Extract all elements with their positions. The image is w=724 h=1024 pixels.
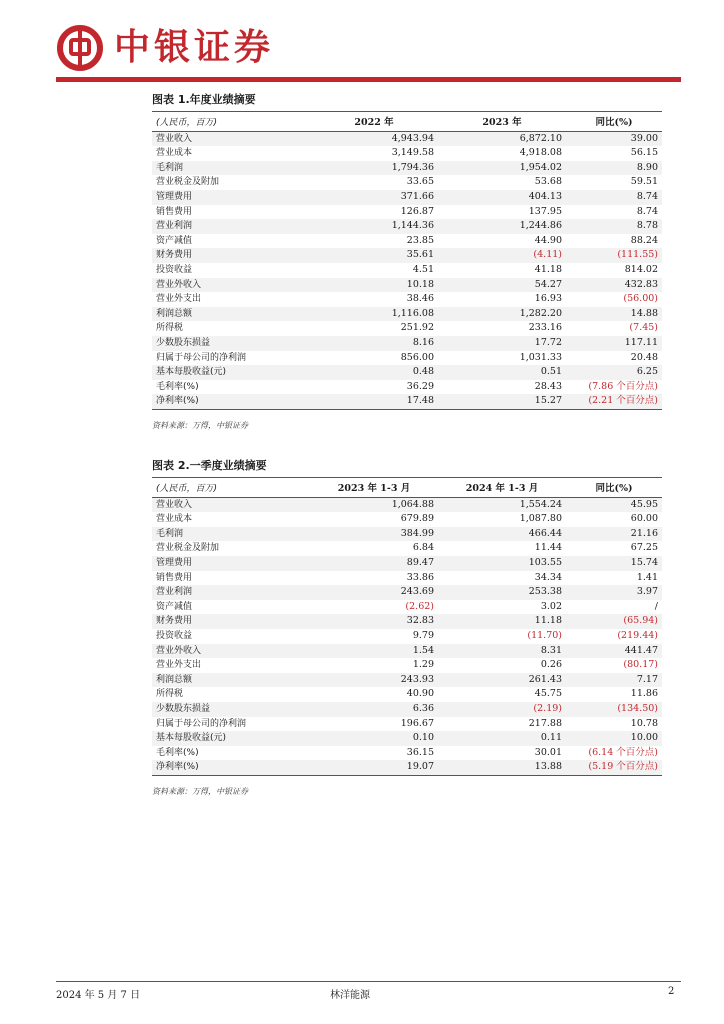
row-label: 毛利润	[152, 161, 310, 176]
table-cell: 1,087.80	[519, 513, 562, 525]
table-row	[152, 497, 662, 512]
table-cell: 466.44	[438, 527, 566, 542]
table-cell: 1.41	[636, 571, 658, 583]
table-row	[152, 556, 662, 571]
table-cell: 9.79	[412, 629, 434, 641]
table-cell: 6.36	[310, 702, 438, 717]
column-header: (人民币，百万)	[152, 116, 310, 131]
table-cell: 10.00	[566, 731, 662, 746]
table-cell: 441.47	[566, 644, 662, 659]
row-label: 营业税金及附加	[156, 543, 220, 554]
table-row	[152, 614, 662, 629]
table-row	[152, 394, 662, 409]
quarterly-summary-table	[152, 482, 662, 776]
table-cell: 14.88	[566, 307, 662, 322]
table-row	[152, 278, 662, 293]
table-cell: 3.02	[540, 600, 562, 612]
table-row	[152, 527, 662, 542]
table-cell: 56.15	[630, 147, 658, 159]
footer-date: 2024 年 5 月 7 日	[56, 990, 141, 1001]
table-title: 图表 1.年度业绩摘要	[152, 92, 662, 112]
table-row	[152, 219, 662, 234]
table-row	[152, 161, 662, 176]
table-cell: 20.48	[630, 351, 658, 363]
row-label: 净利率(%)	[152, 760, 310, 775]
table-cell: 19.07	[310, 760, 438, 775]
source-note: 资料来源：万得，中银证券	[152, 786, 248, 796]
table-cell: (219.44)	[617, 629, 658, 641]
table-cell: 6.84	[412, 542, 434, 554]
table-cell: 67.25	[630, 542, 658, 554]
table-row	[152, 600, 662, 615]
row-label: 投资收益	[156, 630, 193, 641]
footer-company: 林洋能源	[330, 990, 370, 1001]
row-label: 归属于母公司的净利润	[156, 352, 247, 363]
header-divider	[56, 77, 681, 82]
table-cell: (111.55)	[566, 248, 662, 263]
table-cell: 89.47	[310, 556, 438, 571]
table-cell: 261.43	[438, 673, 566, 688]
brand-name: 中银证券	[114, 27, 275, 68]
column-header: 同比(%)	[566, 482, 662, 497]
table-cell: (5.19 个百分点)	[566, 760, 662, 775]
table-row	[152, 365, 662, 380]
table-cell: 8.90	[566, 161, 662, 176]
table-cell: 1,144.36	[310, 219, 438, 234]
table-cell: 103.55	[438, 556, 566, 571]
table-cell: 45.75	[534, 688, 562, 700]
table-cell: 0.26	[540, 659, 562, 671]
table-row	[152, 512, 662, 527]
table-cell: 679.89	[400, 513, 434, 525]
table-row	[152, 263, 662, 278]
row-label: 利润总额	[152, 307, 310, 322]
row-label: 财务费用	[152, 248, 310, 263]
table-cell: 4,918.08	[519, 147, 562, 159]
table-cell: 1,554.24	[438, 497, 566, 512]
row-label: 少数股东损益	[152, 702, 310, 717]
table-cell: 13.88	[438, 760, 566, 775]
table-row	[152, 248, 662, 263]
source-note: 资料来源：万得，中银证券	[152, 420, 248, 430]
table-cell: 10.78	[630, 717, 658, 729]
table-cell: 44.90	[534, 234, 562, 246]
table-cell: 36.29	[406, 380, 434, 392]
table-row	[152, 644, 662, 659]
table-cell: (11.70)	[527, 629, 562, 641]
table-cell: 33.86	[406, 571, 434, 583]
table-cell: 1,282.20	[438, 307, 566, 322]
table-row	[152, 571, 662, 586]
table-row	[152, 131, 662, 146]
table-cell: 117.11	[566, 336, 662, 351]
table-cell: 28.43	[534, 380, 562, 392]
table-cell: 33.65	[406, 176, 434, 188]
table-cell: 30.01	[534, 746, 562, 758]
row-label: 少数股东损益	[152, 336, 310, 351]
row-label: 营业收入	[152, 497, 310, 512]
table-cell: 6,872.10	[438, 131, 566, 146]
table-cell: 1,794.36	[310, 161, 438, 176]
table-cell: 41.18	[534, 263, 562, 275]
table-cell: 34.34	[534, 571, 562, 583]
table-cell: (134.50)	[566, 702, 662, 717]
table-cell: (6.14 个百分点)	[588, 746, 658, 758]
table-cell: (2.21 个百分点)	[566, 394, 662, 409]
table-cell: 45.95	[566, 497, 662, 512]
table-cell: 137.95	[528, 205, 562, 217]
table-row	[152, 541, 662, 556]
table-cell: 1,031.33	[519, 351, 562, 363]
column-header: 2022 年	[310, 116, 438, 131]
bank-of-china-logo	[56, 24, 104, 72]
row-label: 营业税金及附加	[156, 177, 220, 188]
table-cell: 384.99	[310, 527, 438, 542]
table-cell: 3,149.58	[391, 147, 434, 159]
table-cell: 814.02	[624, 263, 658, 275]
row-label: 营业成本	[156, 148, 193, 159]
row-label: 毛利率(%)	[156, 381, 199, 392]
row-label: 管理费用	[152, 556, 310, 571]
table-row	[152, 687, 662, 702]
row-label: 利润总额	[152, 673, 310, 688]
table-cell: 8.74	[566, 190, 662, 205]
table-row	[152, 717, 662, 732]
table-cell: 17.72	[438, 336, 566, 351]
table-cell: 233.16	[528, 322, 562, 334]
table-cell: 856.00	[400, 351, 434, 363]
table-cell: 404.13	[438, 190, 566, 205]
table-cell: (4.11)	[438, 248, 566, 263]
footer-divider	[56, 981, 681, 982]
table-cell: /	[654, 600, 658, 612]
table-header-row	[152, 482, 662, 497]
row-label: 营业收入	[152, 131, 310, 146]
table-row	[152, 175, 662, 190]
row-label: 营业利润	[152, 585, 310, 600]
table-cell: 253.38	[438, 585, 566, 600]
table-cell: 11.86	[630, 688, 658, 700]
table-row	[152, 585, 662, 600]
table-cell: (7.86 个百分点)	[588, 380, 658, 392]
table-cell: 23.85	[406, 234, 434, 246]
table-row	[152, 146, 662, 161]
row-label: 所得税	[156, 323, 184, 334]
table-row	[152, 658, 662, 673]
table-row	[152, 321, 662, 336]
table-cell: 10.18	[310, 278, 438, 293]
row-label: 营业利润	[152, 219, 310, 234]
table-cell: 0.48	[310, 365, 438, 380]
table-row	[152, 760, 662, 775]
row-label: 所得税	[156, 689, 184, 700]
table-row	[152, 205, 662, 220]
table-cell: 8.16	[310, 336, 438, 351]
row-label: 营业成本	[156, 514, 193, 525]
table-cell: 251.92	[400, 322, 434, 334]
table-cell: 15.27	[438, 394, 566, 409]
row-label: 营业外收入	[152, 278, 310, 293]
table-cell: 1.54	[310, 644, 438, 659]
table-cell: 36.15	[406, 746, 434, 758]
row-label: 管理费用	[152, 190, 310, 205]
table-cell: 21.16	[566, 527, 662, 542]
table-row	[152, 292, 662, 307]
table-cell: 4.51	[412, 263, 434, 275]
row-label: 销售费用	[156, 572, 193, 583]
table-cell: 8.74	[636, 205, 658, 217]
quarterly-summary-section	[152, 458, 662, 797]
table-cell: 32.83	[310, 614, 438, 629]
table-cell: 16.93	[534, 293, 562, 305]
table-cell: 1,954.02	[438, 161, 566, 176]
annual-summary-table	[152, 116, 662, 410]
row-label: 资产减值	[156, 235, 193, 246]
table-cell: 4,943.94	[310, 131, 438, 146]
annual-summary-section	[152, 92, 662, 431]
row-label: 营业外支出	[156, 660, 202, 671]
table-cell: (56.00)	[623, 293, 658, 305]
row-label: 毛利润	[152, 527, 310, 542]
table-cell: 38.46	[406, 293, 434, 305]
table-row	[152, 351, 662, 366]
table-cell: 243.93	[310, 673, 438, 688]
table-cell: 432.83	[566, 278, 662, 293]
table-row	[152, 234, 662, 249]
table-cell: (80.17)	[623, 659, 658, 671]
row-label: 归属于母公司的净利润	[156, 718, 247, 729]
table-cell: 8.31	[438, 644, 566, 659]
table-cell: 196.67	[400, 717, 434, 729]
row-label: 毛利率(%)	[156, 747, 199, 758]
row-label: 销售费用	[156, 206, 193, 217]
table-cell: 7.17	[566, 673, 662, 688]
table-cell: 1,116.08	[310, 307, 438, 322]
table-cell: 0.51	[438, 365, 566, 380]
table-cell: 88.24	[630, 234, 658, 246]
table-row	[152, 307, 662, 322]
table-cell: 1,064.88	[310, 497, 438, 512]
table-title: 图表 2.一季度业绩摘要	[152, 458, 662, 478]
report-header	[56, 24, 681, 76]
table-cell: 1.29	[412, 659, 434, 671]
row-label: 基本每股收益(元)	[152, 365, 310, 380]
table-cell: 11.18	[438, 614, 566, 629]
row-label: 营业外支出	[156, 294, 202, 305]
column-header: 同比(%)	[566, 116, 662, 131]
table-cell: 3.97	[566, 585, 662, 600]
table-row	[152, 731, 662, 746]
table-cell: 11.44	[534, 542, 562, 554]
row-label: 财务费用	[152, 614, 310, 629]
row-label: 基本每股收益(元)	[152, 731, 310, 746]
table-header-row	[152, 116, 662, 131]
table-cell: 40.90	[406, 688, 434, 700]
table-row	[152, 673, 662, 688]
table-cell: 126.87	[400, 205, 434, 217]
table-cell: 6.25	[566, 365, 662, 380]
table-cell: 0.11	[438, 731, 566, 746]
table-row	[152, 380, 662, 395]
table-cell: 39.00	[566, 131, 662, 146]
table-row	[152, 702, 662, 717]
table-cell: 371.66	[310, 190, 438, 205]
table-cell: 15.74	[566, 556, 662, 571]
column-header: (人民币，百万)	[152, 482, 310, 497]
table-cell: 59.51	[630, 176, 658, 188]
table-cell: 35.61	[310, 248, 438, 263]
table-cell: 243.69	[310, 585, 438, 600]
table-cell: 8.78	[566, 219, 662, 234]
table-cell: (2.19)	[438, 702, 566, 717]
column-header: 2023 年 1-3 月	[310, 482, 438, 497]
table-cell: 17.48	[310, 394, 438, 409]
table-cell: 53.68	[534, 176, 562, 188]
row-label: 营业外收入	[152, 644, 310, 659]
page-number: 2	[668, 986, 675, 997]
table-row	[152, 190, 662, 205]
table-row	[152, 746, 662, 761]
table-cell: 0.10	[310, 731, 438, 746]
table-cell: 1,244.86	[438, 219, 566, 234]
table-cell: 217.88	[528, 717, 562, 729]
table-cell: (7.45)	[629, 322, 658, 334]
table-row	[152, 629, 662, 644]
row-label: 投资收益	[156, 264, 193, 275]
column-header: 2024 年 1-3 月	[438, 482, 566, 497]
table-cell: (65.94)	[566, 614, 662, 629]
table-row	[152, 336, 662, 351]
row-label: 资产减值	[156, 601, 193, 612]
table-cell: (2.62)	[405, 600, 434, 612]
table-cell: 54.27	[438, 278, 566, 293]
column-header: 2023 年	[438, 116, 566, 131]
table-cell: 60.00	[630, 513, 658, 525]
row-label: 净利率(%)	[152, 394, 310, 409]
